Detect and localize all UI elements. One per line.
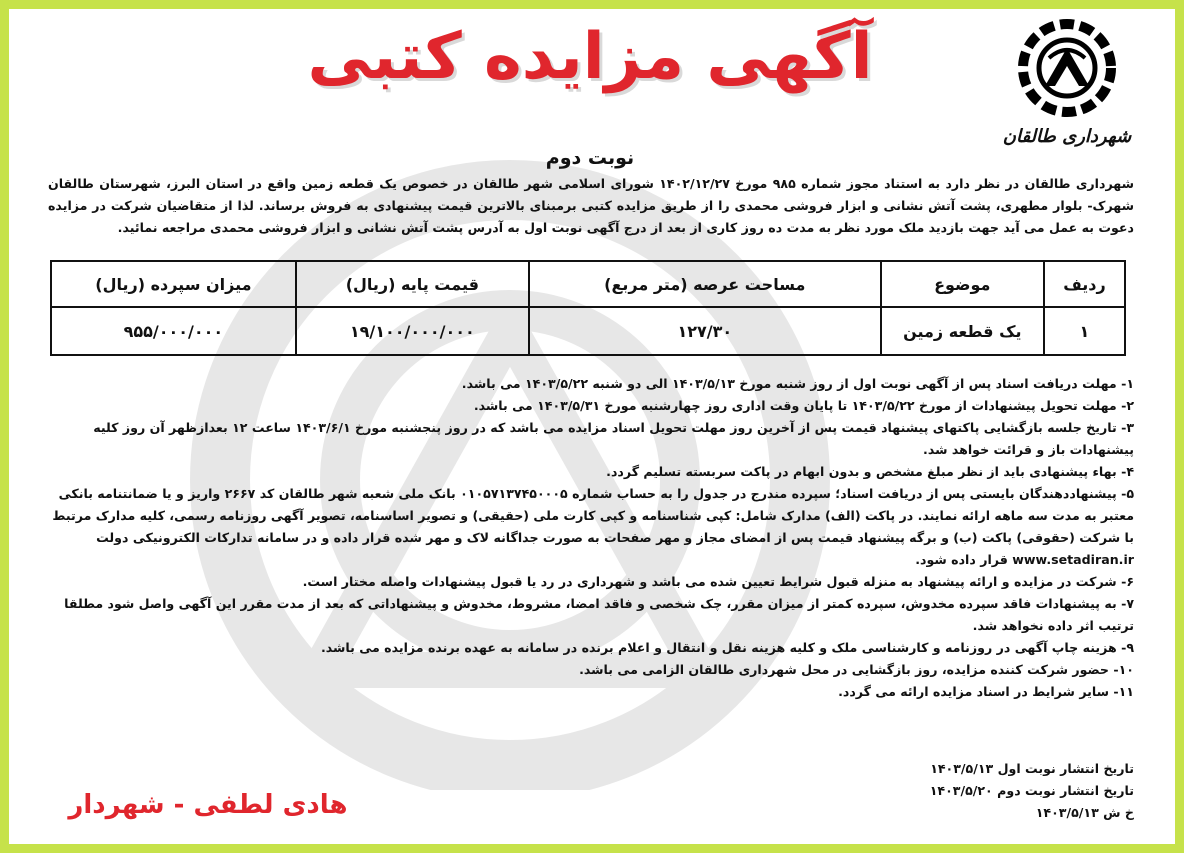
- term-item: ۹- هزینه چاپ آگهی در روزنامه و کارشناسی ملک و کلیه هزینه نقل و انتقال و اعلام برنده در سامانه به عهده برنده مزایده می باشد.: [320, 640, 1134, 655]
- header-area: مساحت عرصه (متر مربع): [529, 261, 881, 307]
- page-title: آگهی مزایده کتبی: [307, 20, 873, 94]
- municipality-logo: [1002, 14, 1132, 164]
- auction-items-table: [50, 260, 1126, 356]
- publication-dates: [930, 758, 1134, 824]
- header-deposit: میزان سپرده (ریال): [51, 261, 296, 307]
- emblem-icon: [1013, 14, 1121, 124]
- table-header-row: [51, 261, 1125, 307]
- term-item: ۱- مهلت دریافت اسناد پس از آگهی نوبت اول از روز شنبه مورخ ۱۴۰۳/۵/۱۳ الی دو شنبه ۱۴۰۳/۵/۲۲ می باشد.: [461, 376, 1134, 391]
- terms-list: [48, 373, 1134, 703]
- mayor-signature: هادی لطفی - شهردار: [68, 790, 348, 820]
- term-item: ۵- پیشنهاددهندگان بایستی پس از دریافت اسناد؛ سپرده مندرج در جدول را به حساب شماره ۰۱۰۵۷۱۳۷۴۵۰۰۰۵ بانک ملی شعبه شهر طالقان کد ۲۶۶۷ واریز و یا ضمانتنامه بانکی معتبر به مدت سه ماهه ارائه نمایند. در پاکت (الف) مدارک شامل: کپی شناسنامه و کپی کارت ملی (حقیقی) و تصویر اساسنامه، تصویر آگهی روزنامه رسمی، کلیه مدارک مرتبط با شرکت (حقوقی) پاکت (ب) و برگه پیشنهاد قیمت پس از امضای مجاز و مهر صفحات به صورت جداگانه لاک و مهر شده قرار داده و در سامانه تدارکات الکترونیکی دولت www.setadiran.ir قرار داده شود.: [52, 486, 1134, 567]
- term-item: ۱۱- سایر شرایط در اسناد مزایده ارائه می گردد.: [838, 684, 1134, 699]
- term-item: ۱۰- حضور شرکت کننده مزایده، روز بازگشایی در محل شهرداری طالقان الزامی می باشد.: [579, 662, 1134, 677]
- cell-area: ۱۲۷/۳۰: [529, 307, 881, 355]
- cell-row-number: ۱: [1044, 307, 1125, 355]
- header-base-price: قیمت پایه (ریال): [296, 261, 529, 307]
- second-publication-date: تاریخ انتشار نوبت دوم ۱۴۰۳/۵/۲۰: [929, 783, 1134, 798]
- cell-subject: یک قطعه زمین: [881, 307, 1044, 355]
- term-item: ۶- شرکت در مزایده و ارائه پیشنهاد به منزله قبول شرایط تعیین شده می باشد و شهرداری در رد یا قبول پیشنهادات واصله مختار است.: [302, 574, 1134, 589]
- term-item: ۴- بهاء پیشنهادی باید از نظر مبلغ مشخص و بدون ابهام در پاکت سربسته تسلیم گردد.: [606, 464, 1134, 479]
- term-item: ۲- مهلت تحویل پیشنهادات از مورخ ۱۴۰۳/۵/۲۲ تا پایان وقت اداری روز چهارشنبه مورخ ۱۴۰۳/۵/۳۱ می باشد.: [473, 398, 1134, 413]
- notice-code: خ ش ۱۴۰۳/۵/۱۳: [1035, 805, 1134, 820]
- page-subtitle: نوبت دوم: [545, 147, 635, 169]
- first-publication-date: تاریخ انتشار نوبت اول ۱۴۰۳/۵/۱۳: [930, 761, 1134, 776]
- cell-deposit: ۹۵۵/۰۰۰/۰۰۰: [51, 307, 296, 355]
- table-row: [51, 307, 1125, 355]
- header-row-number: ردیف: [1044, 261, 1125, 307]
- logo-text: شهرداری طالقان: [1002, 126, 1132, 147]
- header-subject: موضوع: [881, 261, 1044, 307]
- intro-paragraph: شهرداری طالقان در نظر دارد به استناد مجوز شماره ۹۸۵ مورخ ۱۴۰۲/۱۲/۲۷ شورای اسلامی شهر طالقان در خصوص یک قطعه زمین واقع در استان البرز، شهرستان طالقان شهرک- بلوار مطهری، پشت آتش نشانی و ابزار فروشی محمدی را از طریق مزایده کتبی برمبنای بالاترین قیمت پیشنهادی به فروش برساند. لذا از متقاضیان شرکت در مزایده دعوت به عمل می آید جهت بازدید ملک مورد نظر به مدت ده روز کاری از بعد از درج آگهی نوبت اول به آدرس پشت آتش نشانی و ابزار فروشی محمدی مراجعه نمائید.: [48, 176, 1134, 235]
- cell-base-price: ۱۹/۱۰۰/۰۰۰/۰۰۰: [296, 307, 529, 355]
- term-item: ۳- تاریخ جلسه بازگشایی پاکتهای پیشنهاد قیمت پس از آخرین روز مهلت تحویل اسناد مزایده می باشد که در روز پنجشنبه مورخ ۱۴۰۳/۶/۱ ساعت ۱۲ بعدازظهر آن روز کلیه پیشنهادات باز و قرائت خواهد شد.: [93, 420, 1134, 457]
- term-item: ۷- به پیشنهادات فاقد سپرده مخدوش، سپرده کمتر از میزان مقرر، چک شخصی و فاقد امضا، مشروط، مخدوش و پیشنهاداتی که بعد از مدت مقرر این آگهی واصل شود مطلقا ترتیب اثر داده نخواهد شد.: [64, 596, 1134, 633]
